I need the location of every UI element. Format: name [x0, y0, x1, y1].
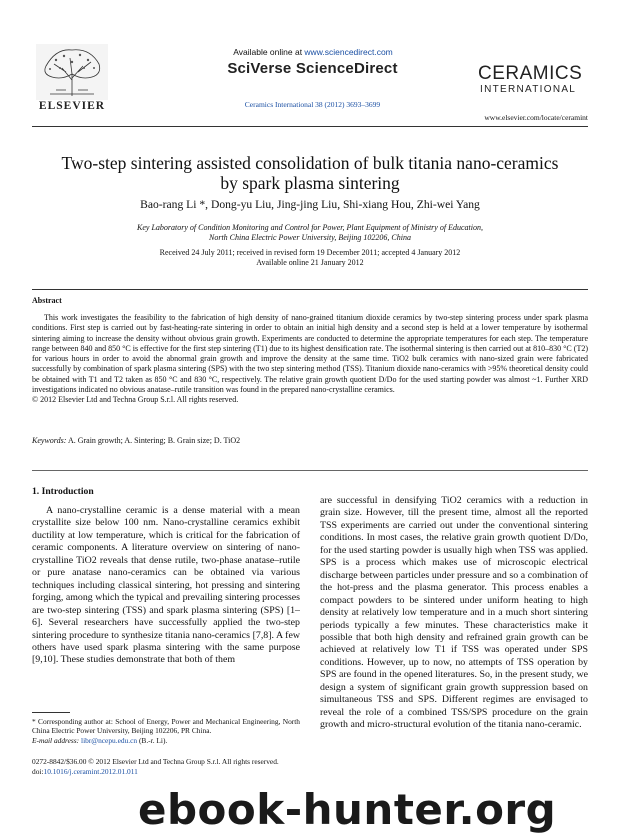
header-divider — [32, 126, 588, 127]
journal-logo-line1: CERAMICS — [478, 63, 583, 84]
received-dates: Received 24 July 2011; received in revised form 19 December 2011; accepted 4 January 2012 — [159, 248, 461, 257]
affiliation-line-1: Key Laboratory of Condition Monitoring and Control for Power, Plant Equipment of Ministry of Education, — [137, 223, 483, 232]
doi-line — [32, 767, 432, 776]
available-online-line — [208, 47, 418, 57]
abstract-copyright: © 2012 Elsevier Ltd and Techna Group S.r.l. All rights reserved. — [32, 395, 239, 405]
abstract-heading: Abstract — [32, 296, 62, 305]
author-list: Bao-rang Li *, Dong-yu Liu, Jing-jing Liu, Shi-xiang Hou, Zhi-wei Yang — [140, 198, 480, 211]
doi-prefix: doi: — [32, 767, 44, 776]
email-link[interactable]: libr@ncepu.edu.cn — [81, 735, 138, 745]
keywords-label: Keywords: — [32, 436, 67, 445]
watermark-text: ebook-hunter.org — [138, 785, 557, 834]
section-heading-introduction: 1. Introduction — [32, 486, 94, 497]
intro-paragraph-right: are successful in densifying TiO2 ceramics with a reduction in grain size. However, till the present time, almost all the reported TSS experiments are carried out under the conventional sintering conditions. In most cases, the relative grain growth quotient D/Do, for the used starting powder is usually high when TSS was applied. SPS is a process which makes use of microscopic electrical discharge between particles under pressure and so a combination of the hot-press and the plasma generator. This process enables a compact powders to be sintered under uniform heating to high density at relatively low temperature and in a much short sintering periods typically a few minutes. These characteristics make it possible that both high density and refrained grain growth can be achieved at relatively low T1 if TSS was operated under SPS conditions. However, up to now, no attempts of TSS operation by SPS are found in the opened literatures. So, in the present study, we design a system of significant grain growth suppression based on simultaneous TSS and SPS. Different regimes are envisaged to reveal the role of a combined TSS/SPS procedure on the grain growth and micro-structural evolution of the titania nano-ceramic. — [320, 495, 588, 731]
platform-name: SciVerse ScienceDirect — [227, 60, 398, 77]
journal-url: www.elsevier.com/locate/ceramint — [484, 113, 588, 122]
right-column — [320, 495, 588, 732]
left-column — [32, 505, 300, 667]
article-dates — [60, 248, 560, 268]
abstract-body — [32, 313, 588, 406]
doi-link[interactable]: 10.1016/j.ceramint.2012.01.011 — [43, 767, 138, 776]
affiliation — [60, 223, 560, 243]
keywords-line — [32, 436, 588, 445]
intro-paragraph-left: A nano-crystalline ceramic is a dense material with a mean crystallite size below 100 nm. Nano-crystalline ceramics exhibit ductility at low temperature, which is critical for the fabrication of ceramic components. A literature overview on sintering of nano-crystalline TiO2 reveals that dense rutile, two-phase anatase–rutile or pure anatase nano-ceramics can be obtained via various techniques including classical sintering, hot pressing and sintering forging, among which the typical and prevailing sintering processes are two-step sintering (TSS) and spark plasma sintering (SPS) [1–6]. Several researchers have successfully applied the two-step sintering procedure to synthesize titania nano-ceramics [7,8]. A few others have used spark plasma sintering with the same purpose [9,10]. These studies demonstrate that both of them — [32, 505, 300, 666]
email-suffix: (B.-r. Li). — [138, 735, 168, 745]
elsevier-tree-logo-icon — [36, 44, 108, 100]
abstract-text: This work investigates the feasibility to the fabrication of high density of nano-grained titanium dioxide ceramics by two-step sintering process under spark plasma conditions. First step is carried out by fast-heating-rate sintering in order to obtain an initial high density and a second step is held at a lower temperature by isothermal sintering aiming to increase the density without obvious grain growth. Experiments are conducted to determine the appropriate temperatures for each step. The temperature range between 840 and 850 °C is effective for the first step sintering (T1) due to its highest densification rate. The isothermal sintering is then carried out at 810–830 °C (T2) for various hours in order to avoid the abnormal grain growth and improve the density at the same time. TiO2 bulk ceramics with nano-sized grain were fabricated successfully by combination of spark plasma sintering (SPS) with the two step sintering method (TSS). Titanium dioxide nano-ceramics with >95% theoretical density could be obtained with T1 and T2 taken as 850 °C and 830 °C, respectively. The relative grain growth quotient D/Do for the used starting powder was almost ~1. Further XRD investigations indicated no obvious anatase–rutile transition was found in the prepared nano-crystalline ceramics. — [32, 313, 588, 395]
abstract-top-divider — [32, 289, 588, 290]
issn-copyright-line: 0272-8842/$36.00 © 2012 Elsevier Ltd and Techna Group S.r.l. All rights reserved. — [32, 757, 279, 766]
email-label: E-mail address: — [32, 735, 80, 745]
corresponding-author-footnote — [32, 717, 300, 745]
footnote-text: * Corresponding author at: School of Energy, Power and Mechanical Engineering, North China Electric Power University, Beijing 102206, PR China. — [32, 717, 300, 736]
article-title: Two-step sintering assisted consolidation of bulk titania nano-ceramics by spark plasma sintering — [61, 153, 559, 193]
journal-reference-link[interactable]: Ceramics International 38 (2012) 3693–3699 — [244, 100, 381, 109]
available-prefix: Available online at — [233, 47, 305, 57]
journal-logo-line2: INTERNATIONAL — [480, 84, 577, 95]
sciencedirect-link[interactable]: www.sciencedirect.com — [304, 47, 393, 57]
abstract-bottom-divider — [32, 470, 588, 471]
publisher-logo-text: ELSEVIER — [38, 100, 106, 112]
keywords-list: A. Grain growth; A. Sintering; B. Grain size; D. TiO2 — [67, 436, 241, 445]
footnote-divider — [32, 712, 70, 713]
available-online-date: Available online 21 January 2012 — [256, 258, 364, 267]
affiliation-line-2: North China Electric Power University, Beijing 102206, China — [209, 233, 411, 242]
